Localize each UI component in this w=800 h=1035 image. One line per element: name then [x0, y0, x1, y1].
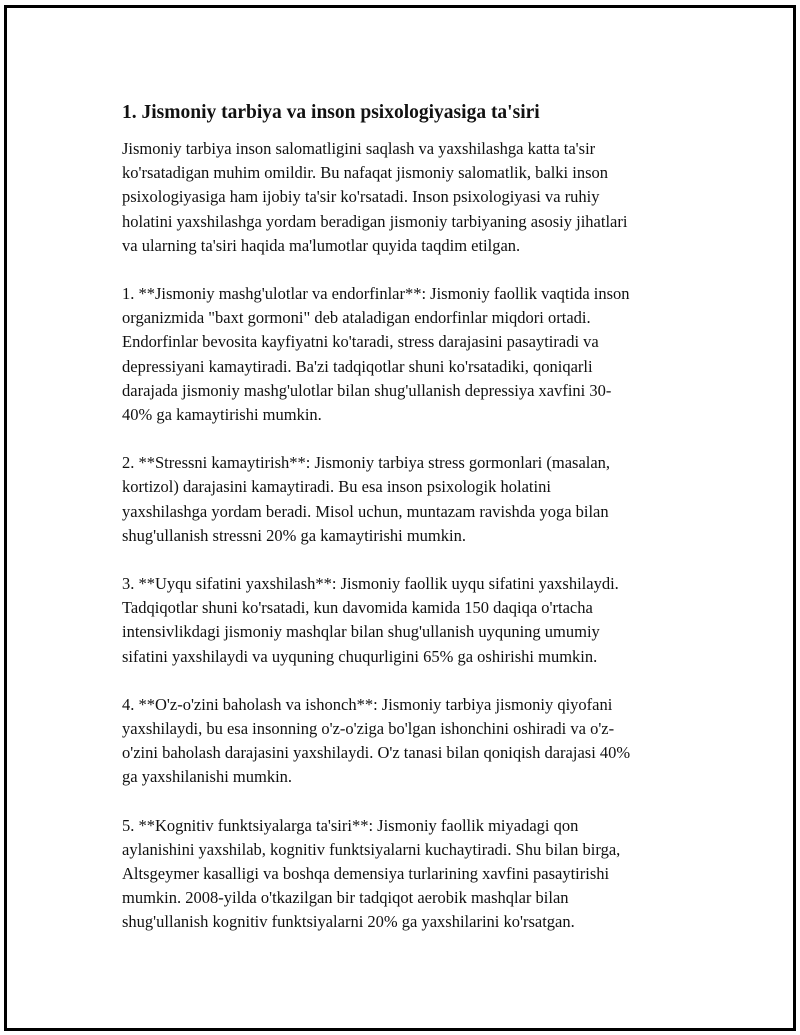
document-title: 1. Jismoniy tarbiya va inson psixologiyasiga ta'siri	[122, 102, 540, 123]
paragraph-cognitive: 5. **Kognitiv funktsiyalarga ta'siri**: Jismoniy faollik miyadagi qon aylanishini yaxshilab, kognitiv funktsiyalarni kuchaytiradi. Shu bilan birga, Altsgeymer kasalligi va boshqa demensiya turlarining xavfini pasaytirishi mumkin. 2008-yilda o'tkazilgan bir tadqiqot aerobik mashqlar bilan shug'ullanish kognitiv funktsiyalarni 20% ga yaxshilarini ko'rsatgan.	[122, 815, 621, 932]
paragraph-stress: 2. **Stressni kamaytirish**: Jismoniy tarbiya stress gormonlari (masalan, kortizol) darajasini kamaytiradi. Bu esa inson psixologik holatini yaxshilashga yordam beradi. Misol uchun, muntazam ravishda yoga bilan shug'ullanish stressni 20% ga kamaytirishi mumkin.	[122, 453, 611, 545]
paragraph-self-esteem: 4. **O'z-o'zini baholash va ishonch**: Jismoniy tarbiya jismoniy qiyofani yaxshilaydi, bu esa insonning o'z-o'ziga bo'lgan ishonchini oshiradi va o'z- o'zini baholash darajasini yaxshilaydi. O'z tanasi bilan qoniqish darajasi 40% ga yaxshilanishi mumkin.	[122, 694, 631, 787]
paragraph-endorphins: 1. **Jismoniy mashg'ulotlar va endorfinlar**: Jismoniy faollik vaqtida inson organizmida "baxt gormoni" deb ataladigan endorfinlar miqdori ortadi. Endorfinlar bevosita kayfiyatni ko'taradi, stress darajasini pasaytiradi va depressiyani kamaytiradi. Ba'zi tadqiqotlar shuni ko'rsatadiki, qoniqarli darajada jismoniy mashg'ulotlar bilan shug'ullanish depressiya xavfini 30- 40% ga kamaytirishi mumkin.	[122, 284, 630, 425]
intro-paragraph: Jismoniy tarbiya inson salomatligini saqlash va yaxshilashga katta ta'sir ko'rsatadigan muhim omildir. Bu nafaqat jismoniy salomatlik, balki inson psixologiyasiga ham ijobiy ta'sir ko'rsatadi. Inson psixologiyasi va ruhiy holatini yaxshilashga yordam beradigan jismoniy tarbiyaning asosiy jihatlari va ularning ta'siri haqida ma'lumotlar quyida taqdim etilgan.	[122, 139, 628, 255]
document-body	[122, 100, 702, 959]
paragraph-sleep: 3. **Uyqu sifatini yaxshilash**: Jismoniy faollik uyqu sifatini yaxshilaydi. Tadqiqotlar shuni ko'rsatadi, kun davomida kamida 150 daqiqa o'rtacha intensivlikdagi jismoniy mashqlar bilan shug'ullanish uyquning umumiy sifatini yaxshilaydi va uyquning chuqurligini 65% ga oshirishi mumkin.	[122, 574, 619, 666]
page-frame	[4, 5, 796, 1031]
